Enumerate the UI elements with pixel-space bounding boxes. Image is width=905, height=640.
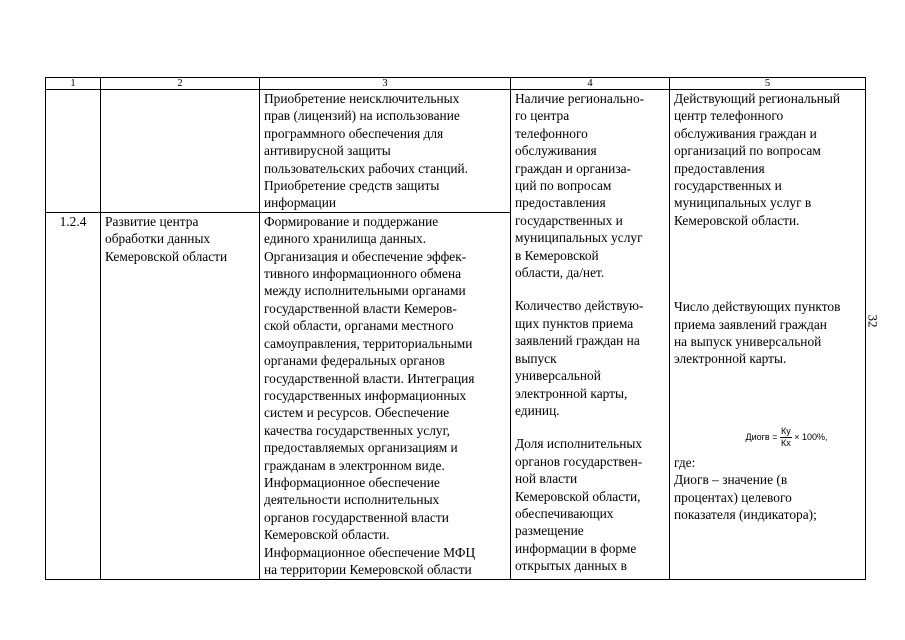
- text-line: государственной власти. Интеграция: [264, 370, 475, 386]
- text-line: государственных информационных: [264, 387, 467, 403]
- item-title-cell: [101, 212, 260, 579]
- column-number: 4: [511, 78, 670, 90]
- text-line: обслуживания: [515, 143, 597, 159]
- activities-cell: [260, 90, 511, 213]
- text-line: обработки данных: [105, 231, 211, 247]
- text-line: где:: [674, 454, 696, 470]
- text-line: на выпуск универсальной: [674, 334, 822, 350]
- text-line: муниципальных услуг: [515, 230, 643, 246]
- text-line: приема заявлений граждан: [674, 316, 827, 332]
- text-line: телефонного: [515, 125, 588, 141]
- text-line: Наличие регионально-: [515, 91, 645, 106]
- text-line: предоставляемых организациям и: [264, 440, 458, 456]
- text-line: выпуск: [515, 350, 557, 366]
- text-line: единого хранилища данных.: [264, 231, 427, 247]
- column-number: 1: [46, 78, 101, 90]
- text-line: Приобретение средств защиты: [264, 178, 440, 194]
- text-line: ной власти: [515, 471, 578, 487]
- text-line: гражданам в электронном виде.: [264, 457, 445, 473]
- text-line: процентах) целевого: [674, 489, 792, 505]
- text-line: на территории Кемеровской области: [264, 561, 472, 577]
- text-line: пользовательских рабочих станций.: [264, 160, 469, 176]
- column-number: 3: [260, 78, 511, 90]
- text-line: деятельности исполнительных: [264, 492, 440, 508]
- text-line: Кемеровской области,: [515, 488, 641, 504]
- text-line: муниципальных услуг в: [674, 195, 812, 211]
- item-code: 1.2.4: [46, 212, 101, 579]
- formula-fraction: [780, 426, 792, 449]
- text-line: Кемеровской области.: [674, 212, 800, 228]
- text-line: информации: [264, 195, 337, 211]
- text-line: Диогв – значение (в: [674, 472, 788, 488]
- text-line: программного обеспечения для: [264, 125, 444, 141]
- text-line: антивирусной защиты: [264, 143, 391, 159]
- text-line: обеспечивающих: [515, 505, 614, 521]
- text-line: Кемеровской области.: [264, 527, 390, 543]
- text-line: Количество действую-: [515, 298, 644, 314]
- table-row-continued: [46, 90, 866, 213]
- text-line: Кемеровской области: [105, 248, 228, 264]
- text-line: Число действующих пунктов: [674, 299, 841, 315]
- text-line: электронной карты.: [674, 351, 787, 367]
- formula-numerator: Ку: [780, 425, 791, 436]
- activities-cell: [260, 212, 511, 579]
- text-line: Формирование и поддержание: [264, 213, 439, 229]
- text-line: щих пунктов приема: [515, 315, 634, 331]
- column-number: 2: [101, 78, 260, 90]
- text-line: прав (лицензий) на использование: [264, 108, 460, 124]
- text-line: универсальной: [515, 368, 601, 384]
- text-line: показателя (индикатора);: [674, 507, 817, 523]
- text-line: Информационное обеспечение: [264, 474, 440, 490]
- text-line: Развитие центра: [105, 213, 199, 229]
- text-line: заявлений граждан на: [515, 333, 640, 349]
- text-line: размещение: [515, 523, 584, 539]
- title-cell-empty: [101, 90, 260, 213]
- text-line: ций по вопросам: [515, 178, 612, 194]
- text-line: органов государствен-: [515, 453, 643, 469]
- code-cell-empty: [46, 90, 101, 213]
- text-line: центр телефонного: [674, 108, 784, 124]
- text-line: предоставления: [674, 160, 765, 176]
- text-line: Организация и обеспечение эффек-: [264, 248, 467, 264]
- formula-rhs: × 100%,: [794, 431, 828, 442]
- text-line: Информационное обеспечение МФЦ: [264, 544, 476, 560]
- text-line: организаций по вопросам: [674, 143, 821, 159]
- text-line: ской области, органами местного: [264, 318, 454, 334]
- text-line: единиц.: [515, 402, 560, 418]
- text-line: предоставления: [515, 195, 606, 211]
- text-line: обслуживания граждан и: [674, 125, 817, 141]
- text-line: качества государственных услуг,: [264, 422, 450, 438]
- indicator-table: [45, 77, 866, 580]
- text-line: информации в форме: [515, 540, 637, 556]
- page-number: 32: [865, 314, 881, 328]
- indicator-name-cell: [511, 90, 670, 580]
- text-line: в Кемеровской: [515, 247, 599, 263]
- text-line: государственной власти Кемеров-: [264, 300, 457, 316]
- text-line: самоуправления, территориальными: [264, 335, 473, 351]
- text-line: государственных и: [674, 178, 782, 194]
- text-line: государственных и: [515, 212, 623, 228]
- column-number: 5: [670, 78, 866, 90]
- text-line: граждан и организа-: [515, 160, 632, 176]
- text-line: тивного информационного обмена: [264, 266, 462, 282]
- text-line: Приобретение неисключительных: [264, 91, 460, 106]
- text-line: области, да/нет.: [515, 265, 605, 281]
- indicator-value-cell: [670, 90, 866, 580]
- text-line: Действующий региональный: [674, 91, 841, 106]
- column-number-row: [46, 78, 866, 90]
- formula-lhs: Диогв =: [745, 431, 778, 442]
- text-line: Доля исполнительных: [515, 436, 643, 452]
- formula-denominator: Кх: [780, 437, 791, 448]
- text-line: между исполнительными органами: [264, 283, 466, 299]
- text-line: органов государственной власти: [264, 509, 449, 525]
- text-line: го центра: [515, 108, 570, 124]
- percentage-formula: [674, 415, 861, 454]
- text-line: систем и ресурсов. Обеспечение: [264, 405, 450, 421]
- text-line: органами федеральных органов: [264, 353, 445, 369]
- text-line: открытых данных в: [515, 558, 627, 574]
- text-line: электронной карты,: [515, 385, 628, 401]
